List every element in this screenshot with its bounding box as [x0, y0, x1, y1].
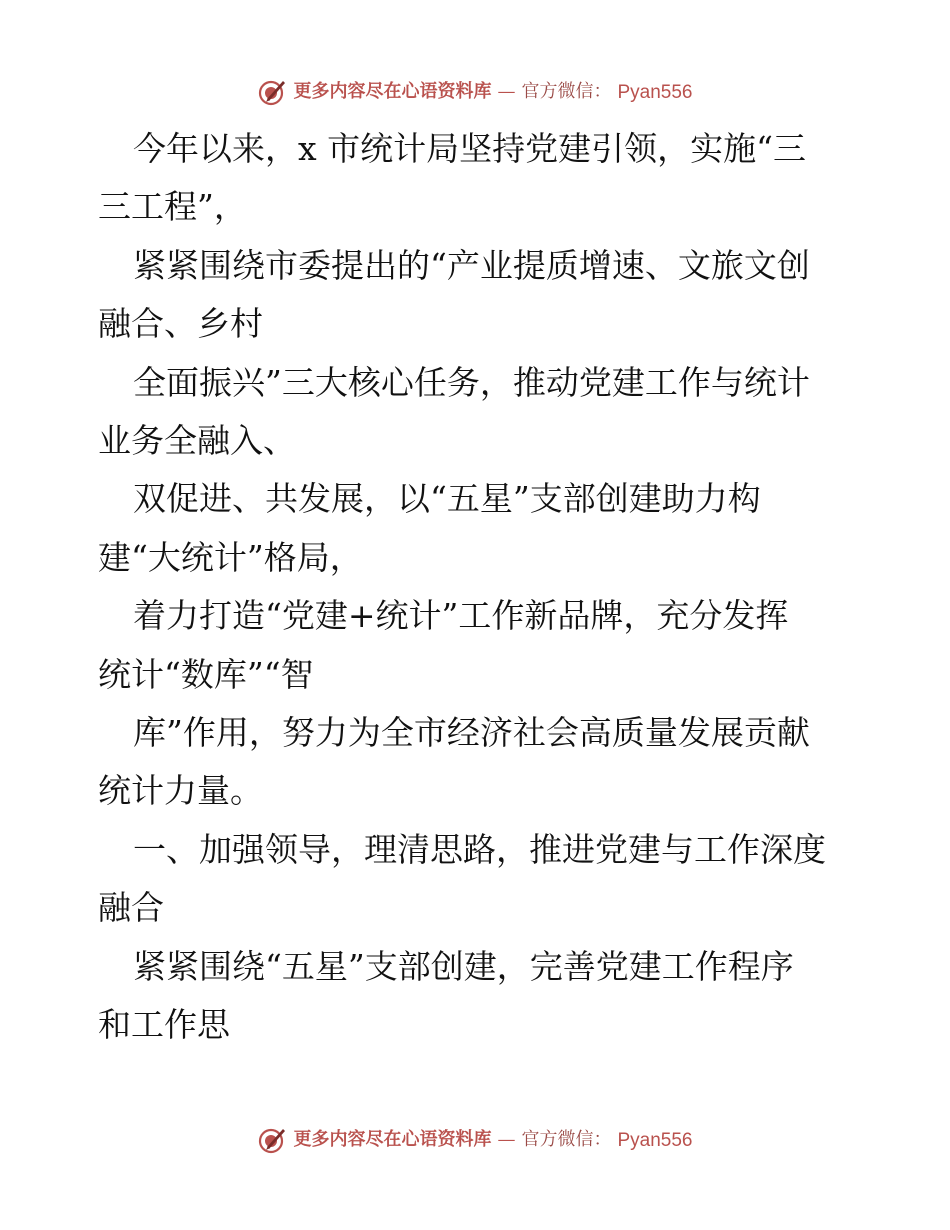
text-line: 统计“数库”“智 — [98, 654, 314, 694]
banner-wechat-label: 官方微信： — [521, 1129, 612, 1150]
banner-main-text: 更多内容尽在心语资料库 — [293, 1129, 492, 1150]
text-line: 和工作思 — [98, 1005, 230, 1045]
text-line: 紧紧围绕市委提出的“产业提质增速、文旅文创 — [133, 245, 810, 285]
text-line: 库”作用，努力为全市经济社会高质量发展贡献 — [133, 713, 810, 753]
banner-wechat-id: Pyan556 — [617, 1129, 693, 1151]
section-heading-cont: 融合 — [98, 888, 164, 928]
banner-wechat-id: Pyan556 — [617, 81, 693, 103]
text-line: 业务全融入、 — [98, 421, 296, 461]
banner-dash: — — [497, 1129, 516, 1150]
text-line: 三工程”， — [98, 187, 247, 227]
text-line: 着力打造“党建+统计”工作新品牌，充分发挥 — [133, 596, 789, 636]
text-line: 全面振兴”三大核心任务，推动党建工作与统计 — [133, 362, 810, 402]
text-line: 统计力量。 — [98, 771, 263, 811]
text-line: 双促进、共发展，以“五星”支部创建助力构 — [133, 479, 761, 519]
quill-pen-logo-icon — [257, 77, 287, 107]
section-heading: 一、加强领导，理清思路，推进党建与工作深度 — [133, 829, 826, 869]
footer-banner — [0, 1120, 950, 1160]
header-banner — [0, 72, 950, 112]
banner-main-text: 更多内容尽在心语资料库 — [293, 81, 492, 102]
banner-wechat-label: 官方微信： — [521, 81, 612, 102]
banner-dash: — — [497, 81, 516, 102]
text-line: 今年以来，x 市统计局坚持党建引领，实施“三 — [133, 129, 806, 168]
text-line: 建“大统计”格局， — [98, 537, 363, 577]
text-line: 紧紧围绕“五星”支部创建，完善党建工作程序 — [133, 946, 794, 986]
quill-pen-logo-icon — [257, 1125, 287, 1155]
document-body — [98, 120, 858, 1055]
text-line: 融合、乡村 — [98, 304, 263, 344]
